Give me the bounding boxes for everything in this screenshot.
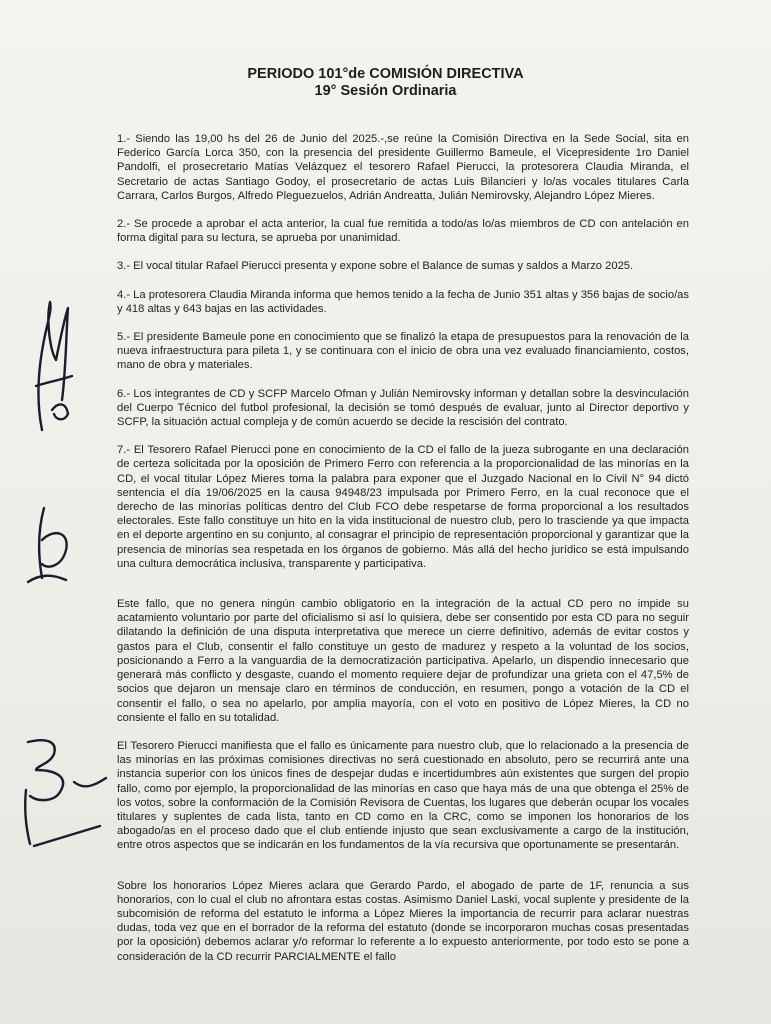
paragraph-7: 7.- El Tesorero Rafael Pierucci pone en conocimiento de la CD el fallo de la jueza subrogante en una declaración de certeza solicitada por la oposición de Primero Ferro con referencia a la proporcionalidad de las minorías en la CD, el vocal titular López Mieres toma la palabra para exponer que el Juzgado Nacional en lo Civil N° 94 dictó sentencia el día 19/06/2025 en la causa 94948/23 impulsada por Primero Ferro, en la cual reconoce que el derecho de las minorías políticas dentro del Club FCO debe respetarse de forma proporcional a los resultados electorales. Este fallo constituye un hito en la vida institucional de nuestro club, pero lo trasciende ya que impacta en el deporte argentino en su conjunto, al consagrar el principio de representación proporcional y garantizar que la presencia de minorías sea respetada en los órganos de gobierno. Más allá del hecho jurídico se está impulsando una cultura democrática inclusiva, transparente y participativa. <box>117 444 689 570</box>
paragraph-9: El Tesorero Pierucci manifiesta que el fallo es únicamente para nuestro club, que lo relacionado a la presencia de las minorías en las próximas comisiones directivas no será cuestionado en absoluto, pero se recurrirá ante una instancia superior con los únicos fines de despejar dudas e incertidumbres aún existentes que surgen del propio fallo, como por ejemplo, la proporcionalidad de las minorías en caso que haya más de una que obtenga el 25% de los votos, sobre la conformación de la Comisión Revisora de Cuentas, los lugares que deberán ocupar los vocales titulares y suplentes de cada lista, tanto en CD como en la CRC, como se imponen los honorarios de los abogado/as en el proceso dado que el club entiende injusto que sean exclusivamente a cargo de la institución, entre otros aspectos que se indicarán en los fundamentos de la vía recursiva que oportunamente se presentarán. <box>117 739 689 852</box>
document-title: PERIODO 101°de COMISIÓN DIRECTIVA <box>247 66 524 82</box>
document-heading <box>0 66 771 100</box>
margin-signature-1 <box>22 290 82 440</box>
paragraph-2: 2.- Se procede a aprobar el acta anterior, la cual fue remitida a todo/as lo/as miembros de CD con antelación en forma digital para su lectura, se aprueba por unanimidad. <box>117 218 689 245</box>
paragraph-8: Este fallo, que no genera ningún cambio obligatorio en la integración de la actual CD pero no impide su acatamiento voluntario por parte del oficialismo si así lo quisiera, debe ser consentido por esta CD para no seguir dilatando la definición de una disputa interpretativa que merece un cierre definitivo, además de evitar costos y gastos para el Club, consentir el fallo constituye un gesto de madurez y respeto a la voluntad de los socios, posicionando a Ferro a la vanguardia de la democratización participativa. Apelarlo, un dispendio innecesario que generará más conflicto y desgaste, cuando el momento requiere dejar de profundizar una grieta con el 47,5% de socios que dejaron un mensaje claro en términos de conducción, en resumen, pongo a votación de la CD el consentir el fallo, o sea no apelarlo, por amplia mayoría, con el voto en positivo de López Mieres, la CD no consiente el fallo en su totalidad. <box>117 598 689 724</box>
paragraph-1: 1.- Siendo las 19,00 hs del 26 de Junio del 2025.-,se reúne la Comisión Directiva en la Sede Social, sita en Federico García Lorca 350, con la presencia del presidente Guillermo Bameule, el Vicepresidente 1ro Daniel Pandolfi, el prosecretario Matías Velázquez el tesorero Rafael Pierucci, la protesorera Claudia Miranda, el Secretario de actas Santiago Godoy, el prosecretario de actas Luis Bilancieri y lo/as vocales titulares Carla Carrara, Carlos Burgos, Alfredo Pleguezuelos, Adrián Andreatta, Julián Nemirovsky, Alejandro López Mieres. <box>117 133 689 202</box>
paragraph-3: 3.- El vocal titular Rafael Pierucci presenta y expone sobre el Balance de sumas y saldos a Marzo 2025. <box>117 260 634 273</box>
paragraph-5: 5.- El presidente Bameule pone en conocimiento que se finalizó la etapa de presupuestos para la renovación de la nueva infraestructura para pileta 1, y se continuara con el inicio de obra una vez evaluado financiamiento, costos, mano de obra y materiales. <box>117 331 689 372</box>
paragraph-10: Sobre los honorarios López Mieres aclara que Gerardo Pardo, el abogado de parte de 1F, renuncia a sus honorarios, con lo cual el club no afrontara estas costas. Asimismo Daniel Laski, vocal suplente y presidente de la subcomisión de reforma del estatuto le informa a López Mieres la importancia de recurrir para aclarar nuestras dudas, toda vez que en el borrador de la reforma del estatuto (donde se incorporaron muchas cosas presentadas por la oposición) debemos aclarar y/o reformar lo referente a lo expuesto anteriormente, por todo esto se pone a consideración de la CD recurrir PARCIALMENTE el fallo <box>117 879 689 963</box>
paragraph-4: 4.- La protesorera Claudia Miranda informa que hemos tenido a la fecha de Junio 351 altas y 356 bajas de socio/as y 418 altas y 643 bajas en las actividades. <box>117 288 689 315</box>
margin-signature-3 <box>14 730 114 850</box>
paragraph-6: 6.- Los integrantes de CD y SCFP Marcelo Ofman y Julián Nemirovsky informan y detallan sobre la desvinculación del Cuerpo Técnico del futbol profesional, la decisión se tomó después de evaluar, junto al Director deportivo y SCFP, la situación actual compleja y de común acuerdo se decide la rescisión del contrato. <box>117 387 689 429</box>
document-subtitle: 19° Sesión Ordinaria <box>314 83 457 99</box>
minutes-body <box>117 132 689 978</box>
margin-signature-2 <box>18 500 78 590</box>
